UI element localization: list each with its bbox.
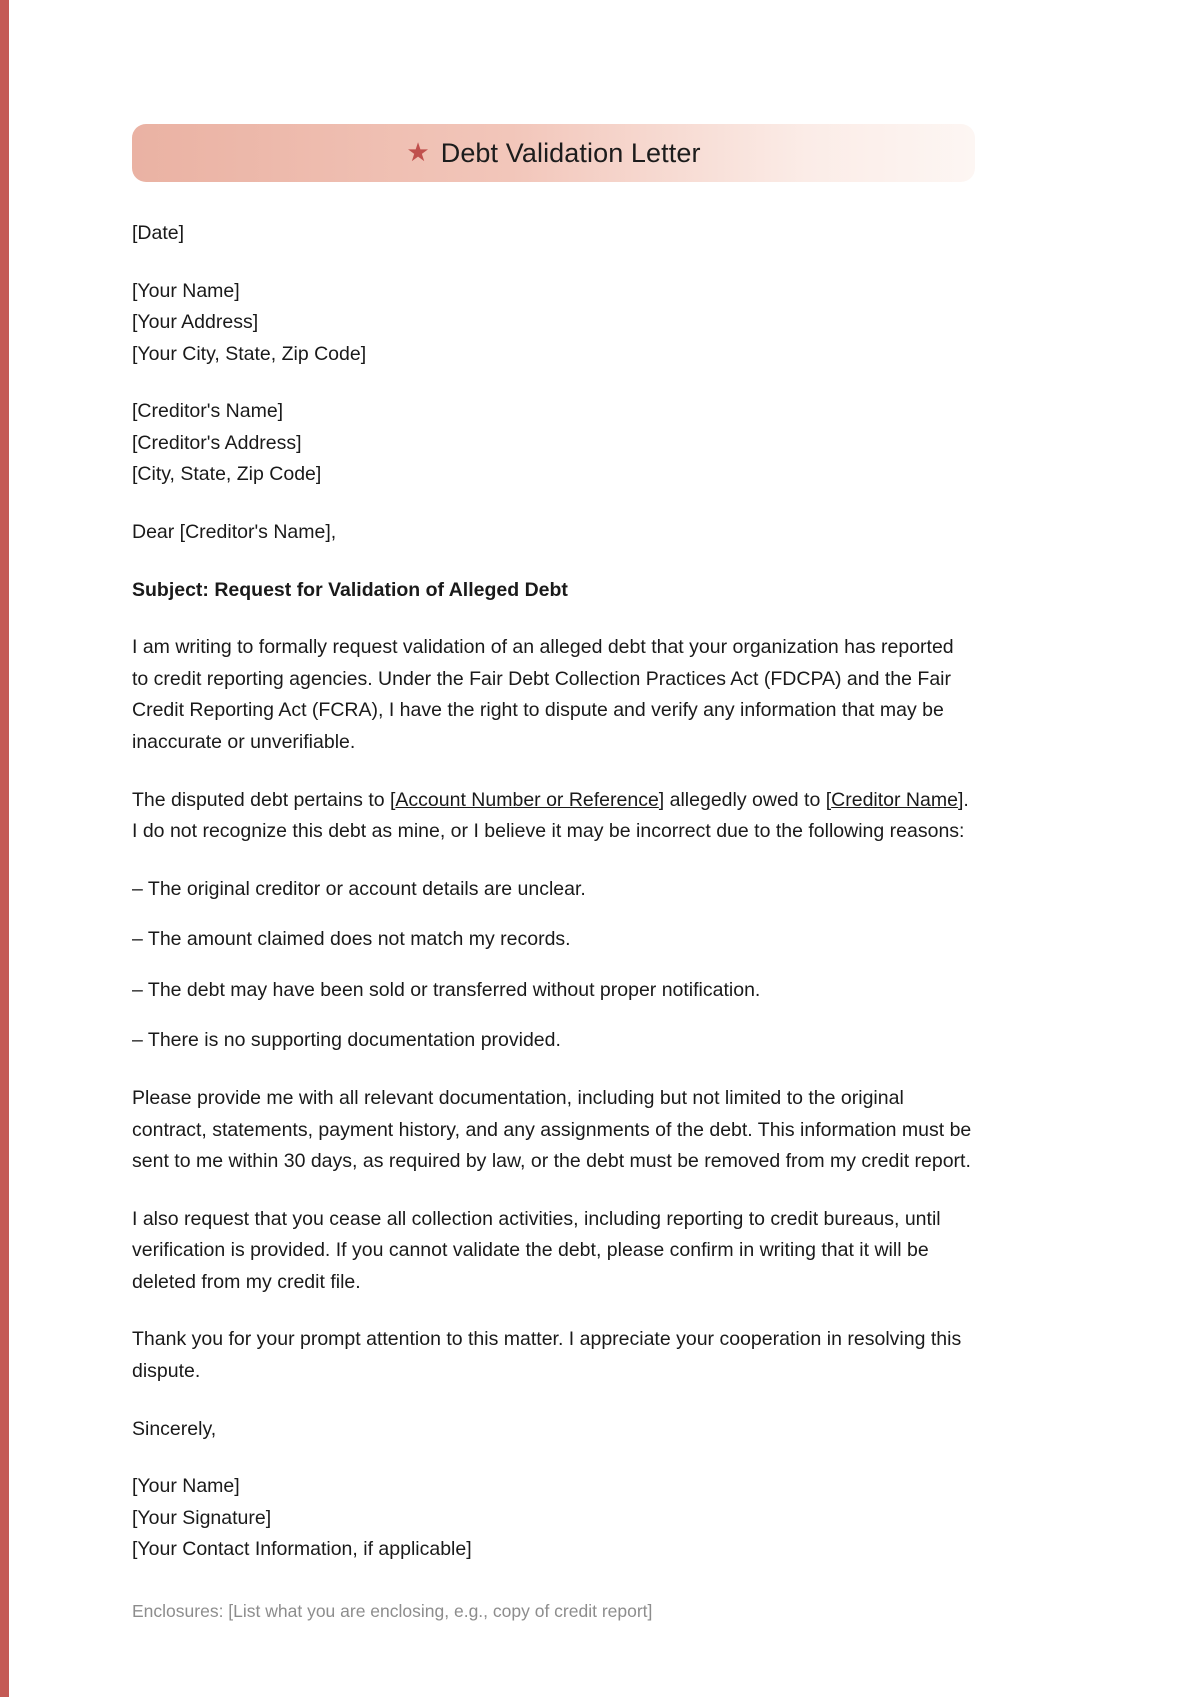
creditor-name-placeholder: Creditor Name <box>831 788 958 811</box>
paragraph-1: I am writing to formally request validation of an alleged debt that your organization has reported to credit reporting agencies. Under the Fair Debt Collection Practices Act (FDCPA) and the Fair Credit Reporting Act (FCRA), I have the right to dispute and verify any information that may be inaccurate or unverifiable. <box>132 636 954 753</box>
reasons-list <box>132 874 975 1057</box>
title-inner <box>406 138 700 169</box>
date-placeholder: [Date] <box>132 222 185 244</box>
document-title-banner <box>132 124 975 182</box>
paragraph-2-after: ]. I do not recognize this debt as mine, or I believe it may be incorrect due to the following reasons: <box>132 788 969 843</box>
signature-name: [Your Name] <box>132 1475 240 1498</box>
paragraph-3: Please provide me with all relevant documentation, including but not limited to the original contract, statements, payment history, and any assignments of the debt. This information must be sent to me within 30 days, as required by law, or the debt must be removed from my credit report. <box>132 1086 972 1173</box>
letter-body <box>132 218 975 1624</box>
list-item: – There is no supporting documentation provided. <box>132 1029 561 1052</box>
paragraph-2 <box>132 785 975 848</box>
date-block <box>132 218 975 250</box>
enclosures-note: Enclosures: [List what you are enclosing, e.g., copy of credit report] <box>132 1600 653 1621</box>
recipient-city-state-zip: [City, State, Zip Code] <box>132 463 322 486</box>
signature-contact: [Your Contact Information, if applicable] <box>132 1538 472 1561</box>
sender-address-block <box>132 276 975 371</box>
sender-address: [Your Address] <box>132 311 259 334</box>
signature-line: [Your Signature] <box>132 1506 272 1529</box>
closing-line: Sincerely, <box>132 1417 217 1440</box>
sender-name: [Your Name] <box>132 279 240 302</box>
recipient-address: [Creditor's Address] <box>132 431 302 454</box>
paragraph-4: I also request that you cease all collection activities, including reporting to credit bureaus, until verification is provided. If you cannot validate the debt, please confirm in writing that it will be deleted from my credit file. <box>132 1207 941 1293</box>
list-item: – The debt may have been sold or transferred without proper notification. <box>132 978 761 1001</box>
list-item: – The original creditor or account details are unclear. <box>132 877 586 900</box>
recipient-name: [Creditor's Name] <box>132 400 284 423</box>
account-number-placeholder: Account Number or Reference <box>395 788 659 811</box>
salutation: Dear [Creditor's Name], <box>132 521 337 544</box>
list-item: – The amount claimed does not match my records. <box>132 928 571 951</box>
signature-block <box>132 1471 975 1566</box>
star-icon: ★ <box>406 137 430 167</box>
subject-line: Subject: Request for Validation of Alleged Debt <box>132 578 568 601</box>
paragraph-2-before: The disputed debt pertains to [ <box>132 788 396 811</box>
paragraph-5: Thank you for your prompt attention to this matter. I appreciate your cooperation in resolving this dispute. <box>132 1328 962 1383</box>
page-title: Debt Validation Letter <box>440 137 701 168</box>
recipient-address-block <box>132 396 975 491</box>
sender-city-state-zip: [Your City, State, Zip Code] <box>132 342 367 365</box>
paragraph-2-between: ] allegedly owed to [ <box>658 788 832 811</box>
